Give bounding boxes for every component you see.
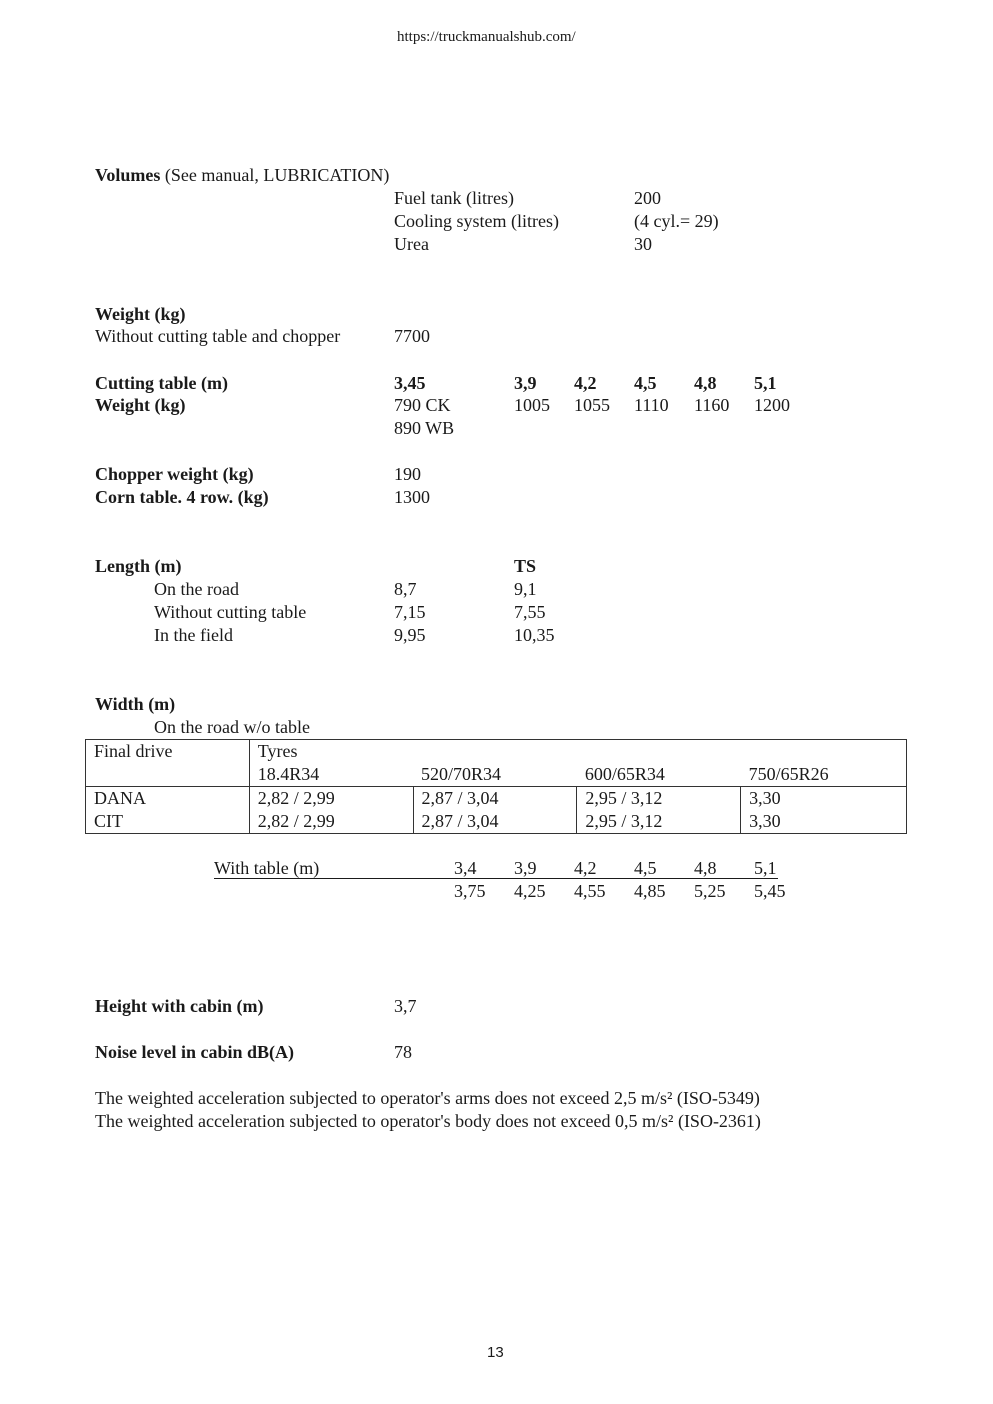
table-header-cell: Final drive (86, 740, 250, 764)
table-header-row (86, 740, 907, 764)
table-header-cell: 18.4R34 (249, 763, 413, 787)
with-table-width: 5,25 (694, 881, 726, 901)
with-table-size: 4,5 (634, 858, 657, 878)
volumes-title: Volumes (95, 165, 161, 185)
cutting-table-weight: 1055 (574, 395, 610, 415)
with-table-width: 5,45 (754, 881, 786, 901)
with-table-width: 4,25 (514, 881, 546, 901)
with-table-label: With table (m) (214, 858, 320, 878)
cutting-table-title: Cutting table (m) (95, 373, 228, 393)
table-header-cell (741, 740, 907, 764)
table-header-row (86, 763, 907, 787)
cutting-table-size: 4,2 (574, 373, 597, 393)
cutting-table-weight: 1110 (634, 395, 669, 415)
cutting-table-size: 3,9 (514, 373, 537, 393)
volumes-value: (4 cyl.= 29) (634, 211, 719, 231)
cutting-table-size: 5,1 (754, 373, 777, 393)
table-header-cell (577, 740, 741, 764)
table-cell: 2,82 / 2,99 (249, 810, 413, 834)
noise-value: 78 (394, 1042, 412, 1062)
length-ts-value: 7,55 (514, 602, 546, 622)
length-value: 7,15 (394, 602, 426, 622)
table-header-cell (413, 740, 577, 764)
cutting-table-weight: 1005 (514, 395, 550, 415)
table-cell: 3,30 (741, 787, 907, 811)
cutting-table-size: 3,45 (394, 373, 426, 393)
with-table-size: 4,8 (694, 858, 717, 878)
cutting-table-weight-label: Weight (kg) (95, 395, 186, 415)
with-table-size: 5,1 (754, 858, 777, 878)
height-label: Height with cabin (m) (95, 996, 264, 1016)
table-header-cell: 600/65R34 (577, 763, 741, 787)
width-subtitle: On the road w/o table (154, 717, 310, 737)
volumes-label: Fuel tank (litres) (394, 188, 514, 208)
table-header-cell (86, 763, 250, 787)
table-header-cell: Tyres (249, 740, 413, 764)
table-cell: 3,30 (741, 810, 907, 834)
table-cell: 2,95 / 3,12 (577, 787, 741, 811)
volumes-heading (95, 164, 389, 186)
table-cell: 2,87 / 3,04 (413, 810, 577, 834)
length-label: In the field (154, 625, 233, 645)
table-cell: 2,95 / 3,12 (577, 810, 741, 834)
length-label: On the road (154, 579, 239, 599)
page-number: 13 (487, 1344, 504, 1361)
table-cell: CIT (86, 810, 250, 834)
volumes-label: Urea (394, 234, 429, 254)
length-ts-header: TS (514, 556, 537, 576)
volumes-value: 200 (634, 188, 661, 208)
header-url: https://truckmanualshub.com/ (397, 29, 576, 45)
table-cell: 2,82 / 2,99 (249, 787, 413, 811)
chopper-label: Chopper weight (kg) (95, 464, 254, 484)
table-cell: DANA (86, 787, 250, 811)
with-table-size: 3,4 (454, 858, 477, 878)
with-table-width: 3,75 (454, 881, 486, 901)
length-value: 9,95 (394, 625, 426, 645)
table-row (86, 787, 907, 811)
table-row (86, 810, 907, 834)
cutting-table-weight: 1160 (694, 395, 730, 415)
table-cell: 2,87 / 3,04 (413, 787, 577, 811)
width-title: Width (m) (95, 694, 176, 714)
volumes-value: 30 (634, 234, 652, 254)
with-table-width: 4,85 (634, 881, 666, 901)
cutting-table-size: 4,8 (694, 373, 717, 393)
table-header-cell: 750/65R26 (741, 763, 907, 787)
length-label: Without cutting table (154, 602, 307, 622)
cutting-table-size: 4,5 (634, 373, 657, 393)
chopper-value: 190 (394, 464, 421, 484)
weight-label: Without cutting table and chopper (95, 326, 341, 346)
table-header-cell: 520/70R34 (413, 763, 577, 787)
volumes-note: (See manual, LUBRICATION) (164, 165, 390, 185)
corn-label: Corn table. 4 row. (kg) (95, 487, 269, 507)
volumes-label: Cooling system (litres) (394, 211, 559, 231)
weight-value: 7700 (394, 326, 430, 346)
acceleration-arms: The weighted acceleration subjected to operator's arms does not exceed 2,5 m/s² (ISO-5349) (95, 1088, 760, 1108)
with-table-width: 4,55 (574, 881, 606, 901)
length-ts-value: 10,35 (514, 625, 555, 645)
tyres-width-table (85, 739, 907, 834)
acceleration-body: The weighted acceleration subjected to operator's body does not exceed 0,5 m/s² (ISO-2361) (95, 1111, 761, 1131)
cutting-table-weight: 1200 (754, 395, 790, 415)
corn-value: 1300 (394, 487, 430, 507)
cutting-table-weight-extra: 890 WB (394, 418, 455, 438)
weight-title: Weight (kg) (95, 304, 186, 324)
height-value: 3,7 (394, 996, 417, 1016)
length-title: Length (m) (95, 556, 182, 576)
with-table-size: 3,9 (514, 858, 537, 878)
length-value: 8,7 (394, 579, 417, 599)
noise-label: Noise level in cabin dB(A) (95, 1042, 295, 1062)
cutting-table-weight: 790 CK (394, 395, 451, 415)
with-table-size: 4,2 (574, 858, 597, 878)
length-ts-value: 9,1 (514, 579, 537, 599)
